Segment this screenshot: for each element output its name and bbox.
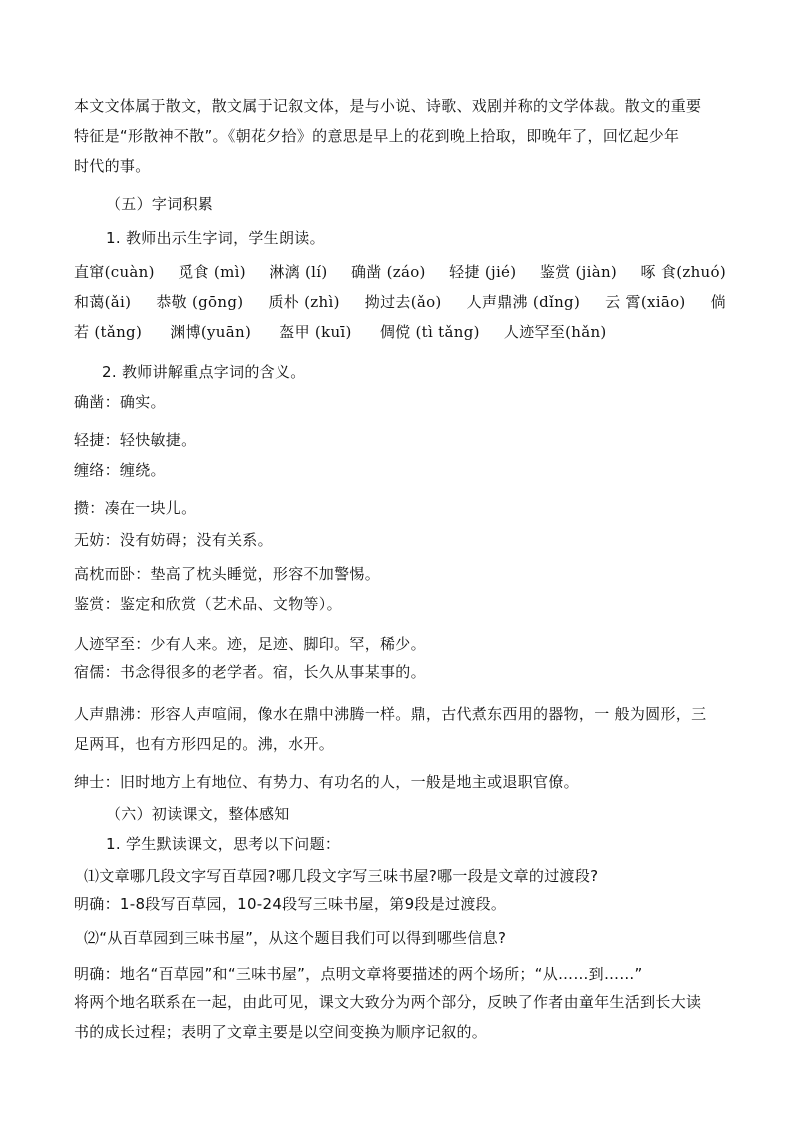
vocab-item: 若 (tǎng) (74, 323, 143, 341)
intro-line-1: 本文文体属于散文，散文属于记叙文体，是与小说、诗歌、戏剧并称的文学体裁。散文的重要 (74, 97, 702, 115)
definition-item: 确凿：确实。 (74, 393, 166, 411)
section-5-step-1: 1. 教师出示生字词，学生朗读。 (106, 229, 325, 247)
vocab-item: 确凿 (záo) (350, 263, 426, 281)
definition-item: 鉴赏：鉴定和欣赏（艺术品、文物等）。 (74, 595, 342, 613)
vocab-item: 倘 (710, 293, 726, 311)
vocab-row-1 (74, 262, 726, 282)
answer-2-line-3: 书的成长过程；表明了文章主要是以空间变换为顺序记叙的。 (74, 1023, 488, 1041)
vocab-item: 鉴赏 (jiàn) (539, 263, 618, 281)
vocab-item: 云 霄(xiāo) (605, 293, 686, 311)
vocab-item: 恭敬 (gōng) (156, 293, 244, 311)
definition-item: 绅士：旧时地方上有地位、有势力、有功名的人，一般是地主或退职官僚。 (74, 773, 579, 791)
vocab-item: 人声鼎沸 (dǐng) (466, 293, 581, 311)
definition-item: 足两耳，也有方形四足的。沸，水开。 (74, 735, 335, 753)
definition-item: 高枕而卧：垫高了枕头睡觉，形容不加警惕。 (74, 565, 381, 583)
vocab-item: 倜傥 (tì tǎng) (379, 323, 480, 341)
intro-line-3: 时代的事。 (74, 157, 151, 175)
definition-item: 宿儒：书念得很多的老学者。宿，长久从事某事的。 (74, 663, 426, 681)
vocab-row-2 (74, 292, 726, 312)
definition-item: 无妨：没有妨碍；没有关系。 (74, 531, 273, 549)
vocab-item: 啄 食(zhuó) (640, 263, 726, 281)
definition-item: 轻捷：轻快敏捷。 (74, 431, 197, 449)
definition-item: 攒：凑在一块儿。 (74, 499, 197, 517)
definition-item: 人声鼎沸：形容人声喧闹，像水在鼎中沸腾一样。鼎，古代煮东西用的器物，一 般为圆形，三 (74, 705, 707, 723)
vocab-item: 拗过去(ǎo) (364, 293, 442, 311)
vocab-item: 轻捷 (jié) (449, 263, 517, 281)
definition-item: 缠络：缠绕。 (74, 461, 166, 479)
vocab-item: 盔甲 (kuī) (279, 323, 352, 341)
vocab-item: 觅食 (mì) (178, 263, 246, 281)
answer-2-line-2: 将两个地名联系在一起，由此可见，课文大致分为两个部分，反映了作者由童年生活到长大读 (74, 993, 702, 1011)
section-5-heading: （五）字词积累 (106, 195, 214, 213)
question-1: ⑴文章哪几段文字写百草园?哪几段文字写三味书屋?哪一段是文章的过渡段? (84, 867, 599, 885)
vocab-item: 渊博(yuān) (170, 323, 252, 341)
answer-1: 明确：1-8段写百草园，10-24段写三味书屋，第9段是过渡段。 (74, 895, 507, 913)
vocab-item: 和蔼(ǎi) (74, 293, 132, 311)
section-6-heading: （六）初读课文，整体感知 (106, 805, 290, 823)
vocab-item: 人迹罕至(hǎn) (503, 323, 607, 341)
answer-2-line-1: 明确：地名“百草园”和“三味书屋”，点明文章将要描述的两个场所；“从……到……” (74, 965, 643, 983)
vocab-row-3 (74, 322, 607, 342)
definition-item: 人迹罕至：少有人来。迹，足迹、脚印。罕，稀少。 (74, 635, 426, 653)
vocab-item: 淋漓 (lí) (269, 263, 328, 281)
vocab-item: 直窜(cuàn) (74, 263, 155, 281)
question-2: ⑵“从百草园到三味书屋”，从这个题目我们可以得到哪些信息? (84, 929, 507, 947)
section-5-step-2: 2. 教师讲解重点字词的含义。 (102, 363, 306, 381)
intro-line-2: 特征是“形散神不散”。《朝花夕拾》的意思是早上的花到晚上拾取，即晚年了，回忆起少年 (74, 127, 680, 145)
section-6-step-1: 1. 学生默读课文，思考以下问题： (106, 835, 341, 853)
vocab-item: 质朴 (zhì) (268, 293, 340, 311)
